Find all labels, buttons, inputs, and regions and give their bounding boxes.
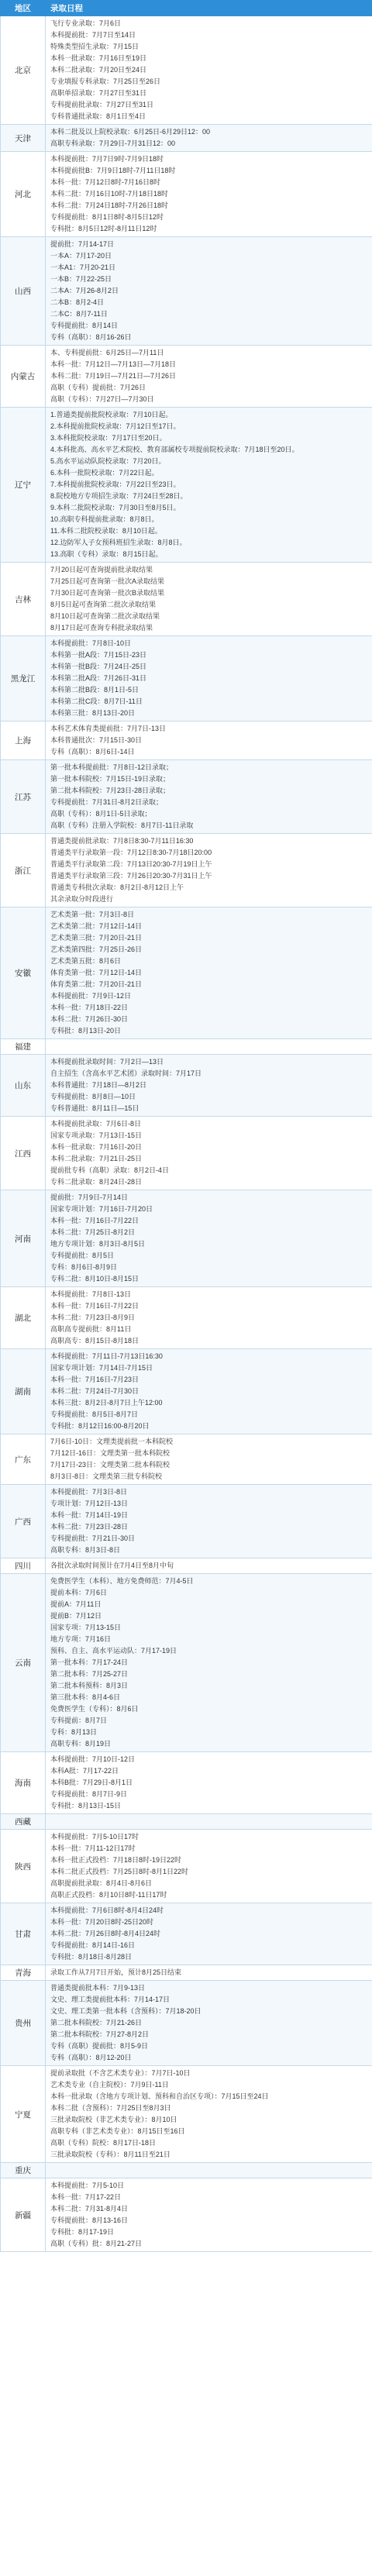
schedule-line: 提前录取批（不含艺术类专业）：7月7日-10日 — [50, 2069, 191, 2077]
schedule-line: 本科提前批：7月3日-8日 — [50, 1488, 128, 1496]
schedule-line: 本科提前批录取：7月6日-8日 — [50, 1120, 142, 1128]
schedule-cell — [46, 1903, 372, 1965]
schedule-line: 提前批：7月14-17日 — [50, 240, 115, 248]
schedule-line: 高职专科：8月3日-8日 — [50, 1546, 121, 1554]
region-cell: 海南 — [1, 1752, 46, 1814]
schedule-line: 二本C：8月7-11日 — [50, 310, 108, 318]
column-header-region: 地区 — [1, 1, 46, 16]
schedule-line: 艺术类第一批：7月3日-8日 — [50, 911, 135, 918]
schedule-line: 普通类平行录取第一段：7月12日8:30-7月18日20:00 — [50, 849, 212, 856]
schedule-line: 本科一批：7月17-22日 — [50, 2193, 122, 2201]
schedule-line: 专科提前批：8月8日—10日 — [50, 1093, 136, 1100]
region-cell: 广西 — [1, 1485, 46, 1558]
schedule-line: 高职专科：8月19日 — [50, 1740, 112, 1748]
schedule-line: 专科（高职）：8月12-20日 — [50, 2054, 132, 2061]
schedule-line: 第三批本科：8月4-6日 — [50, 1693, 121, 1701]
schedule-line: 专科批：8月5日12时-8月11日12时 — [50, 225, 157, 232]
schedule-line: 12.边防军人子女预科班招生录取：8月8日。 — [50, 539, 187, 546]
schedule-line: 普通类平行录取第三段：7月26日20:30-7月31日上午 — [50, 872, 212, 880]
schedule-line: 专科提前：8月7日 — [50, 1717, 108, 1724]
schedule-line: 专科批：8月17-19日 — [50, 2228, 115, 2236]
schedule-line: 8.院校地方专项招生录取：7月24日至28日。 — [50, 492, 188, 500]
schedule-line: 本科提前批：7月5-10日17时 — [50, 1833, 140, 1841]
schedule-line: 高职（专科）：7月27日—7月30日 — [50, 395, 154, 403]
table-row — [1, 760, 372, 834]
schedule-line: 8月17日起可查询专科批录取结果 — [50, 624, 153, 632]
schedule-line: 本科第二批C段：8月7日-11日 — [50, 697, 143, 705]
schedule-cell — [46, 1752, 372, 1814]
schedule-line: 专科提前批：8月7日-9日 — [50, 1790, 128, 1798]
table-row — [1, 1039, 372, 1055]
schedule-line: 专科批：8月13日-20日 — [50, 1027, 122, 1035]
schedule-cell — [46, 16, 372, 125]
schedule-line: 11.本科二批院校录取：8月10日起。 — [50, 527, 162, 535]
schedule-line: 本科普通批：7月18日—8月2日 — [50, 1081, 147, 1089]
schedule-line: 高职正式投档：8月10日8时-11日17时 — [50, 1891, 167, 1899]
schedule-cell — [46, 1485, 372, 1558]
schedule-line: 本、专科提前批：6月25日—7月11日 — [50, 349, 164, 356]
region-cell: 浙江 — [1, 834, 46, 907]
region-cell: 甘肃 — [1, 1903, 46, 1965]
region-cell: 湖南 — [1, 1349, 46, 1434]
schedule-line: 专科提前批：8月14日-16日 — [50, 1941, 136, 1949]
schedule-line: 专科（高职）：8月6日-14日 — [50, 748, 135, 756]
table-row — [1, 1190, 372, 1287]
schedule-cell — [46, 125, 372, 152]
region-cell: 云南 — [1, 1574, 46, 1752]
column-header-schedule: 录取日程 — [46, 1, 372, 16]
schedule-line: 本科一批：7月14日-19日 — [50, 1511, 129, 1519]
schedule-line: 本科B批：7月29日-8月1日 — [50, 1779, 133, 1786]
schedule-line: 8月3日-8日：文理类第三批专科院校 — [50, 1472, 163, 1480]
schedule-line: 10.高职专科提前批录取：8月8日。 — [50, 515, 159, 523]
schedule-cell — [46, 760, 372, 834]
schedule-line: 本科二批：7月24日-7月30日 — [50, 1387, 140, 1395]
schedule-line: 国家专项计划：7月16日-7月20日 — [50, 1205, 153, 1213]
schedule-line: 本科提前批录取时间：7月2日—13日 — [50, 1058, 164, 1066]
region-cell: 山东 — [1, 1055, 46, 1117]
region-cell: 天津 — [1, 125, 46, 152]
schedule-line: 本科一批：7月12日—7月13日—7月18日 — [50, 360, 177, 368]
region-cell: 新疆 — [1, 2178, 46, 2252]
table-row — [1, 346, 372, 408]
schedule-line: 高职（专科）：8月1日-5日录取； — [50, 810, 152, 818]
schedule-line: 本科二批：7月19日—7月21日—7月26日 — [50, 372, 177, 380]
table-row — [1, 1814, 372, 1830]
schedule-line: 高职专科（非艺术类专业）：8月15日至16日 — [50, 2127, 185, 2135]
schedule-cell — [46, 346, 372, 408]
table-row — [1, 1434, 372, 1485]
schedule-line: 专科（高职）提前批：8月5-9日 — [50, 2042, 149, 2050]
schedule-line: 7.本科提前批院校录取：7月22日至23日。 — [50, 480, 181, 488]
schedule-line: 专科批：8月18日-8月28日 — [50, 1953, 133, 1961]
schedule-cell — [46, 1117, 372, 1190]
schedule-line: 高职（专科）提前批：7月26日 — [50, 384, 146, 391]
schedule-line: 本科提前批：7月8日-13日 — [50, 1290, 132, 1298]
schedule-line: 本科二批（含预科）：7月25日至8月3日 — [50, 2104, 171, 2112]
region-cell: 湖北 — [1, 1287, 46, 1349]
schedule-line: 6.本科一批院校录取：7月22日起。 — [50, 469, 159, 477]
region-cell: 山西 — [1, 237, 46, 346]
schedule-line: 自主招生（含高水平艺术团）录取时间：7月17日 — [50, 1069, 202, 1077]
schedule-line: 普通类平行录取第二段：7月13日20:30-7月19日上午 — [50, 860, 212, 868]
schedule-line: 三批录取院校（非艺术类专业）：8月10日 — [50, 2116, 177, 2123]
schedule-line: 高职单招录取：7月27日至31日 — [50, 89, 147, 97]
schedule-line: 2.本科提前批院校录取：7月12日至17日。 — [50, 422, 181, 430]
schedule-line: 本科提前批：7月6日8时-8月4日24时 — [50, 1906, 164, 1914]
schedule-line: 第二批本科院校：7月21-26日 — [50, 2019, 143, 2027]
schedule-line: 二本B：8月2-4日 — [50, 298, 105, 306]
table-row — [1, 1965, 372, 1981]
table-row — [1, 1055, 372, 1117]
schedule-line: 本科二批：7月26日-30日 — [50, 1015, 129, 1023]
schedule-line: 7月12日-16日：文理类第一批本科院校 — [50, 1449, 170, 1457]
schedule-line: 专科提前批：8月1日8时-8月5日12时 — [50, 213, 164, 221]
schedule-cell — [46, 636, 372, 721]
schedule-line: 本科第一批B段：7月24日-25日 — [50, 663, 147, 670]
schedule-line: 普通类提前批录取：7月8日8:30-7月11日16:30 — [50, 837, 194, 845]
table-row — [1, 152, 372, 237]
region-cell: 福建 — [1, 1039, 46, 1055]
schedule-cell — [46, 2178, 372, 2252]
schedule-line: 专科：8月13日 — [50, 1728, 98, 1736]
schedule-line: 本科提前批：7月10日-12日 — [50, 1755, 136, 1763]
schedule-line: 本科普通批次：7月15日-30日 — [50, 736, 143, 744]
schedule-line: 普通类专科批次录取：8月2日-8月12日上午 — [50, 883, 184, 891]
schedule-line: 本科提前批B：7月9日18时-7月11日18时 — [50, 167, 176, 174]
schedule-line: 本科二批正式投档：7月25日8时-8月1日22时 — [50, 1868, 189, 1875]
schedule-line: 专科提前批录取：7月27日至31日 — [50, 101, 154, 108]
schedule-line: 专科提前批：8月14日 — [50, 322, 119, 329]
schedule-line: 4.本科批高、高水平艺术院校、教育部属校专项提前院校录取：7月18日至20日。 — [50, 446, 299, 453]
schedule-line: 第二批本科院校：7月27-8月2日 — [50, 2030, 150, 2038]
schedule-line: 艺术类第五批：8月6日 — [50, 957, 122, 965]
schedule-line: 预科、自主、高水平运动队：7月17-19日 — [50, 1647, 177, 1655]
region-cell: 江苏 — [1, 760, 46, 834]
schedule-line: 本科一批：7月20日8时-25日20时 — [50, 1918, 154, 1926]
schedule-line: 本科第三批：8月13日-20日 — [50, 709, 136, 717]
schedule-cell — [46, 834, 372, 907]
schedule-line: 高职高专：8月15日-8月18日 — [50, 1337, 140, 1345]
table-row — [1, 1558, 372, 1574]
schedule-line: 本科二批：7月23日-8月9日 — [50, 1314, 136, 1321]
schedule-line: 飞行专业录取：7月6日 — [50, 19, 122, 27]
schedule-line: 13.高职（专科）录取：8月15日起。 — [50, 550, 163, 558]
region-cell: 青海 — [1, 1965, 46, 1981]
schedule-line: 体育类第二批：7月20日-21日 — [50, 980, 143, 988]
schedule-line: 专科提前批：8月13-16日 — [50, 2216, 129, 2224]
schedule-cell — [46, 1574, 372, 1752]
schedule-line: 7月20日起可查询提前批录取结果 — [50, 566, 153, 573]
schedule-line: 专科普通批录取：8月1日至4日 — [50, 112, 146, 120]
schedule-cell — [46, 1287, 372, 1349]
region-cell: 安徽 — [1, 907, 46, 1039]
table-row — [1, 1830, 372, 1903]
region-cell: 宁夏 — [1, 2066, 46, 2163]
schedule-line: 第二批本科预科：8月3日 — [50, 1682, 129, 1689]
schedule-line: 本科第二批A段：7月26日-31日 — [50, 674, 147, 682]
schedule-line: 专科二批录取：8月24日-28日 — [50, 1178, 143, 1186]
table-row — [1, 16, 372, 125]
schedule-line: 高职（专科）注册入学院校：8月7日-11日录取 — [50, 821, 194, 829]
schedule-line: 7月6日-10日：文理类提前批一本科院校 — [50, 1438, 174, 1445]
schedule-line: 专业填报专科录取：7月25日至26日 — [50, 77, 161, 85]
schedule-line: 1.普通类提前批院校录取：7月10日起。 — [50, 411, 173, 418]
schedule-line: 提前本科：7月6日 — [50, 1589, 108, 1596]
schedule-line: 专科批：8月12日16:00-8月20日 — [50, 1422, 150, 1430]
schedule-cell — [46, 152, 372, 237]
schedule-line: 本科三批：8月2日-8月7日上午12:00 — [50, 1399, 163, 1407]
schedule-line: 7月30日起可查询第一批次B录取结果 — [50, 589, 165, 597]
schedule-line: 专科提前批：8月5日-8月7日 — [50, 1410, 139, 1418]
table-row — [1, 1981, 372, 2066]
table-row — [1, 907, 372, 1039]
schedule-line: 国家专项：7月13-15日 — [50, 1624, 122, 1631]
schedule-line: 一本A：7月17-20日 — [50, 252, 112, 260]
schedule-cell — [46, 907, 372, 1039]
schedule-line: 本科一批：7月16日-7月22日 — [50, 1302, 140, 1310]
schedule-line: 特殊类型招生录取：7月15日 — [50, 43, 140, 50]
region-cell: 上海 — [1, 721, 46, 760]
schedule-cell — [46, 1830, 372, 1903]
schedule-line: 本科提前批：7月9日-12日 — [50, 992, 132, 1000]
schedule-line: 免费医学生（本科）、地方免费师范：7月4-5日 — [50, 1577, 194, 1585]
table-row — [1, 2163, 372, 2178]
table-row — [1, 834, 372, 907]
schedule-line: 本科二批：7月23日-28日 — [50, 1523, 129, 1531]
region-cell: 河南 — [1, 1190, 46, 1287]
schedule-line: 本科一批：7月18日-22日 — [50, 1004, 129, 1011]
schedule-line: 第一批本科提前批：7月8日-12日录取； — [50, 763, 174, 771]
table-row — [1, 408, 372, 563]
schedule-line: 一本B：7月22-25日 — [50, 275, 112, 283]
schedule-cell — [46, 1965, 372, 1981]
region-cell: 江西 — [1, 1117, 46, 1190]
schedule-line: 文史、理工类提前批本科：7月14-17日 — [50, 1996, 170, 2003]
schedule-line: 艺术类第三批：7月20日-21日 — [50, 934, 143, 942]
schedule-line: 普通类提前批本科：7月9-13日 — [50, 1984, 146, 1992]
schedule-line: 本科艺术体育类提前批：7月7日-13日 — [50, 725, 167, 732]
schedule-cell — [46, 2163, 372, 2178]
table-row — [1, 1485, 372, 1558]
schedule-line: 专项计划：7月12日-13日 — [50, 1500, 129, 1507]
schedule-line: 专科普通批：8月11日—15日 — [50, 1104, 140, 1112]
schedule-line: 艺术类第四批：7月25日-26日 — [50, 945, 143, 953]
schedule-line: 5.高水平运动队院校录取：7月20日。 — [50, 457, 166, 465]
schedule-cell — [46, 1039, 372, 1055]
table-row — [1, 1349, 372, 1434]
schedule-line: 9.本科二批院校录取：7月30日至8月5日。 — [50, 504, 181, 511]
schedule-line: 提前A：7月11日 — [50, 1600, 102, 1608]
schedule-line: 二本A：7月26-8月2日 — [50, 287, 119, 294]
schedule-line: 艺术类第二批：7月12日-14日 — [50, 922, 143, 930]
schedule-line: 第一批本科：7月17-24日 — [50, 1658, 129, 1666]
table-row — [1, 721, 372, 760]
region-cell: 辽宁 — [1, 408, 46, 563]
schedule-line: 高职提前批录取：8月4日-8月6日 — [50, 1879, 153, 1887]
schedule-line: 第二批本科：7月25-27日 — [50, 1670, 129, 1678]
schedule-line: 专科批：8月13日-15日 — [50, 1802, 122, 1810]
schedule-cell — [46, 1981, 372, 2066]
schedule-line: 专科提前批：7月21日-30日 — [50, 1534, 136, 1542]
schedule-line: 本科一批：7月16日-7月22日 — [50, 1217, 140, 1224]
schedule-cell — [46, 1814, 372, 1830]
schedule-line: 本科二批及以上院校录取：6月25日-6月29日12：00 — [50, 128, 211, 136]
schedule-line: 3.本科批院校录取：7月17日至20日。 — [50, 434, 167, 442]
schedule-line: 录取工作从7月7日开始，预计8月25日结束 — [50, 1968, 182, 1976]
schedule-line: 国家专项计划：7月14日-7月15日 — [50, 1364, 153, 1372]
schedule-line: 高职（专科）批：8月21-27日 — [50, 2240, 143, 2247]
schedule-line: 免费医学生（专科）：8月6日 — [50, 1705, 139, 1713]
table-row — [1, 1574, 372, 1752]
table-header-row — [1, 1, 372, 16]
schedule-body — [1, 16, 372, 2252]
schedule-line: 一本A1：7月20-21日 — [50, 263, 116, 271]
table-row — [1, 237, 372, 346]
region-cell: 内蒙古 — [1, 346, 46, 408]
region-cell: 西藏 — [1, 1814, 46, 1830]
schedule-line: 专科提前批：7月31日-8月2日录取； — [50, 798, 164, 806]
schedule-line: 地方专项：7月16日 — [50, 1635, 112, 1643]
schedule-line: 国家专项录取：7月13日-15日 — [50, 1131, 143, 1139]
schedule-line: 本科二批：7月26日8时-8月4日24时 — [50, 1930, 161, 1937]
schedule-line: 本科一批：7月12日8时-7月16日8时 — [50, 178, 161, 186]
table-row — [1, 125, 372, 152]
schedule-cell — [46, 408, 372, 563]
schedule-line: 本科二批：7月24日18时-7月26日18时 — [50, 201, 169, 209]
schedule-line: 本科一批录取：7月16日至19日 — [50, 54, 147, 62]
schedule-line: 本科一批：7月11-12日17时 — [50, 1844, 136, 1852]
schedule-line: 本科二批录取：7月20日至24日 — [50, 66, 147, 74]
schedule-line: 第一批本科院校：7月15日-19日录取； — [50, 775, 170, 783]
schedule-line: 高职专科录取：7月29日-7月31日12：00 — [50, 139, 176, 147]
region-cell: 广东 — [1, 1434, 46, 1485]
schedule-cell — [46, 1434, 372, 1485]
schedule-line: 三批录取院校（专科）：8月11日至21日 — [50, 2151, 170, 2158]
region-cell: 河北 — [1, 152, 46, 237]
schedule-line: 体育类第一批：7月12日-14日 — [50, 969, 143, 976]
schedule-line: 提前批：7月9日-7月14日 — [50, 1193, 129, 1201]
schedule-line: 艺术类专业（自主院校）：7月9日-11日 — [50, 2081, 169, 2089]
schedule-line: 文史、理工类第一批本科（含预科）：7月18-20日 — [50, 2007, 202, 2015]
schedule-cell — [46, 237, 372, 346]
table-row — [1, 636, 372, 721]
schedule-line: 本科一批录取（含地方专项计划、预科和自治区专项）：7月15日至24日 — [50, 2092, 269, 2100]
schedule-line: 本科二批录取：7月21日-25日 — [50, 1155, 143, 1162]
schedule-line: 专科：8月6日-8月9日 — [50, 1263, 118, 1271]
schedule-cell — [46, 1558, 372, 1574]
schedule-cell — [46, 1190, 372, 1287]
schedule-line: 本科提前批：7月7日9时-7月9日18时 — [50, 155, 164, 163]
schedule-line: 本科提前批：7月11日-7月13日16:30 — [50, 1352, 163, 1360]
schedule-line — [50, 2164, 367, 2176]
schedule-line: 8月5日起可查询第二批次录取结果 — [50, 601, 157, 608]
schedule-cell — [46, 563, 372, 636]
schedule-line: 本科一批录取：7月16日-20日 — [50, 1143, 143, 1151]
schedule-cell — [46, 721, 372, 760]
schedule-line: 地方专项计划：8月3日-8月5日 — [50, 1240, 146, 1248]
schedule-line: 本科二批：7月25日-8月2日 — [50, 1228, 136, 1236]
schedule-line: 本科第一批A段：7月15日-23日 — [50, 651, 147, 659]
table-row — [1, 1117, 372, 1190]
schedule-line: 7月17日-23日：文理类第二批本科院校 — [50, 1461, 170, 1469]
schedule-line: 提前批专科（高职）录取：8月2日-4日 — [50, 1166, 170, 1174]
schedule-line: 7月25日起可查询第一批次A录取结果 — [50, 577, 165, 585]
schedule-line: 第二批本科院校：7月23日-28日录取； — [50, 787, 170, 794]
schedule-cell — [46, 1055, 372, 1117]
schedule-line: 8月10日起可查询第二批次录取结果 — [50, 612, 160, 620]
table-row — [1, 2066, 372, 2163]
schedule-line: 高职（专科）院校：8月17日-18日 — [50, 2139, 157, 2147]
schedule-line: 其余录取分时段进行 — [50, 895, 114, 903]
region-cell: 四川 — [1, 1558, 46, 1574]
region-cell: 贵州 — [1, 1981, 46, 2066]
schedule-line: 本科提前批：7月5-10日 — [50, 2182, 125, 2189]
region-cell: 吉林 — [1, 563, 46, 636]
table-row — [1, 1287, 372, 1349]
schedule-line: 高职高专提前批：8月11日 — [50, 1325, 132, 1333]
schedule-line: 本科提前批：7月7日至14日 — [50, 31, 136, 39]
schedule-line: 本科A批：7月17-22日 — [50, 1767, 119, 1775]
schedule-line — [50, 1816, 367, 1827]
region-cell: 北京 — [1, 16, 46, 125]
region-cell: 陕西 — [1, 1830, 46, 1903]
table-row — [1, 1752, 372, 1814]
schedule-line: 专科（高职）：8月16-26日 — [50, 333, 132, 341]
schedule-line: 本科二批：7月16日10时-7月18日18时 — [50, 190, 169, 198]
schedule-line — [50, 1041, 367, 1052]
schedule-line: 专科提前批：8月5日 — [50, 1252, 115, 1259]
table-row — [1, 563, 372, 636]
table-row — [1, 2178, 372, 2252]
region-cell: 黑龙江 — [1, 636, 46, 721]
schedule-cell — [46, 1349, 372, 1434]
schedule-line: 提前B：7月12日 — [50, 1612, 102, 1620]
schedule-line: 本科二批：7月31-8月4日 — [50, 2205, 129, 2213]
schedule-line: 各批次录取时间预计在7月4日至8月中旬 — [50, 1562, 174, 1569]
region-cell: 重庆 — [1, 2163, 46, 2178]
schedule-line: 本科第二批B段：8月1日-5日 — [50, 686, 140, 694]
schedule-line: 本科一批正式投档：7月18日8时-19日22时 — [50, 1856, 182, 1864]
table-row — [1, 1903, 372, 1965]
schedule-cell — [46, 2066, 372, 2163]
schedule-line: 本科提前批：7月8日-10日 — [50, 639, 132, 647]
schedule-line: 专科二批：8月10日-8月15日 — [50, 1275, 140, 1283]
schedule-line: 本科一批：7月16日-7月23日 — [50, 1376, 140, 1383]
